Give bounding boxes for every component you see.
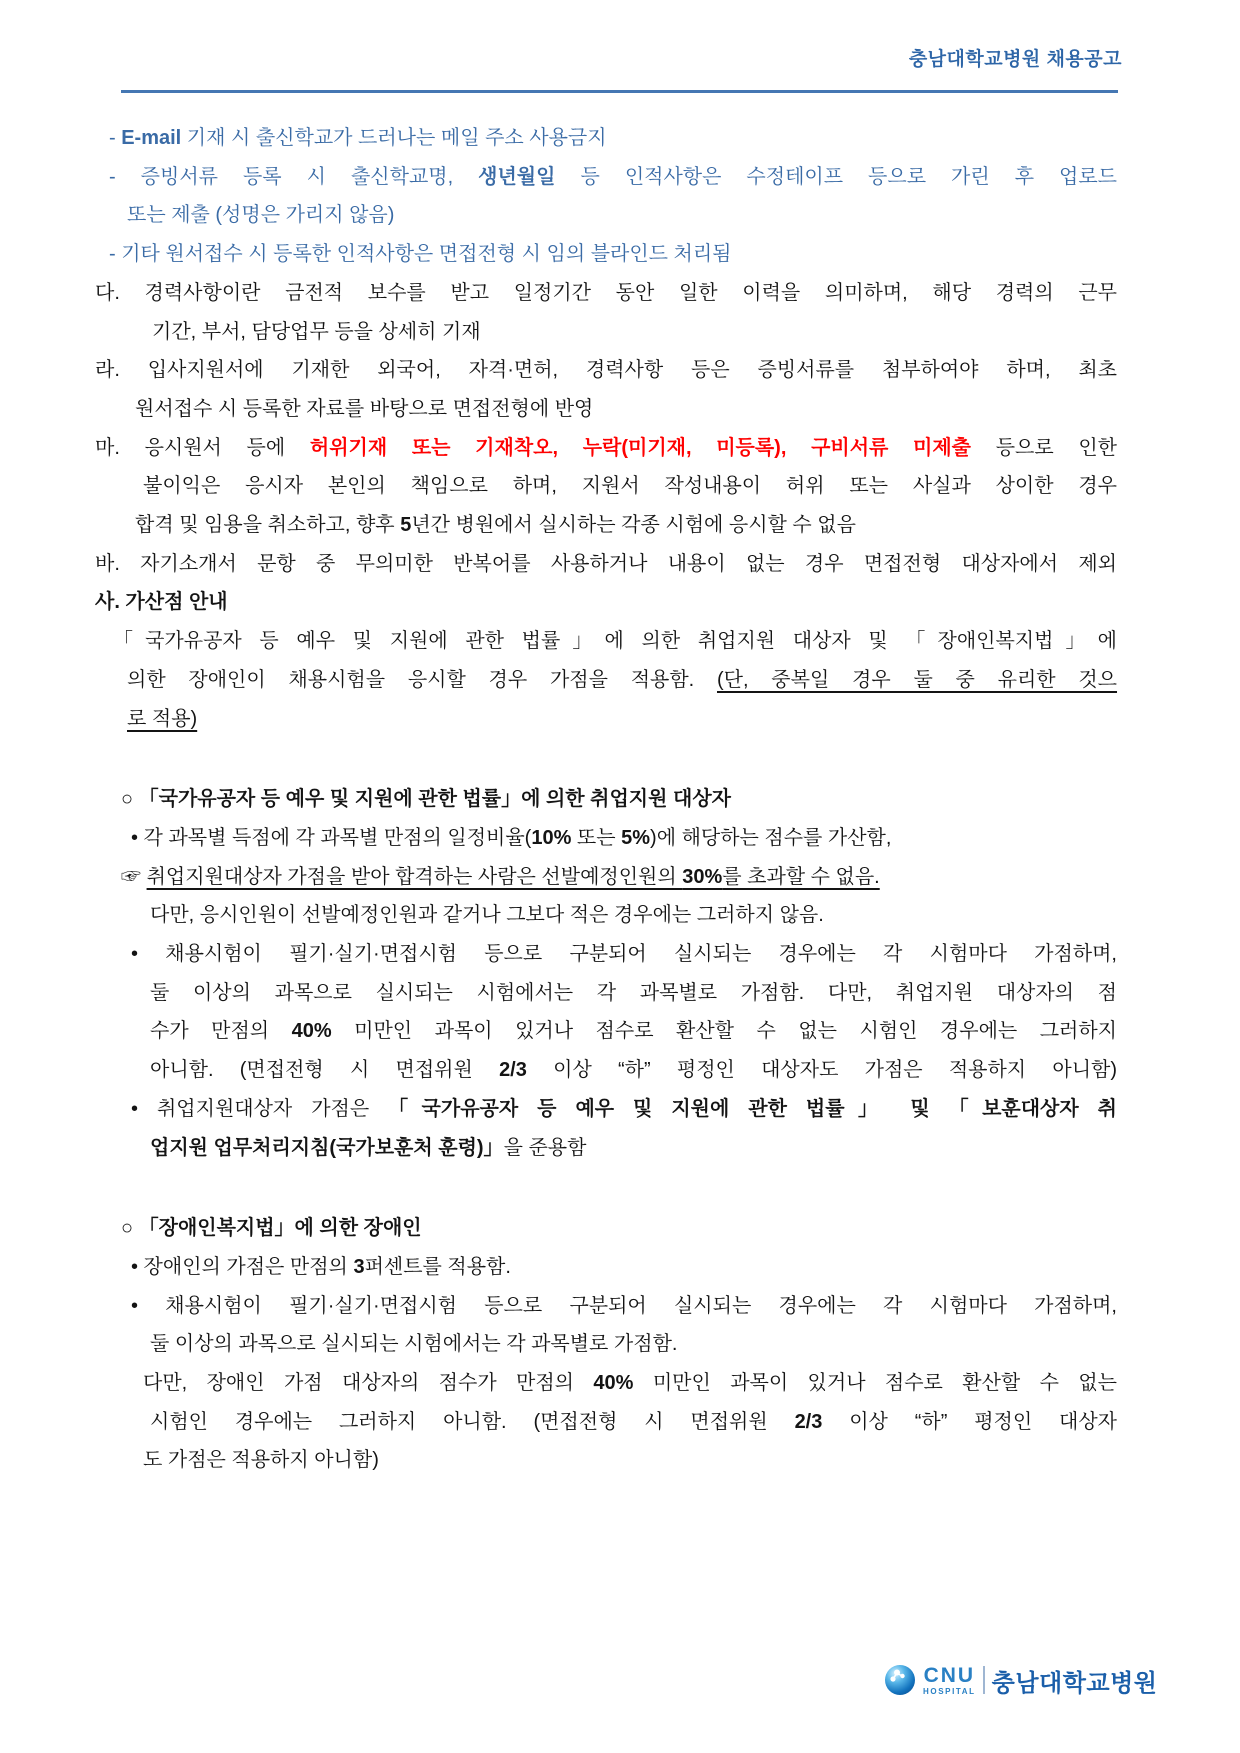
text-line [127,661,1117,700]
text-segment: 생년월일 [478,165,556,188]
text-line [109,119,607,158]
text-segment: 아니함. (면접전형 시 면접위원 [150,1059,500,1082]
text-segment: 로 적용) [127,707,198,730]
text-line [143,1441,379,1480]
text-segment: 퍼센트를 적용함. [364,1255,511,1278]
text-segment: 40% [593,1372,634,1394]
text-line [150,1325,677,1364]
text-segment: 미만인 과목이 있거나 점수로 환산할 수 없는 시험인 경우에는 그러하지 [331,1020,1117,1043]
text-segment: 취업지원대상자 가점을 받아 합격하는 사람은 선발예정인원의 [146,865,683,888]
text-segment: 이상 “하” 평정인 대상자도 가점은 적용하지 아니함) [526,1059,1117,1082]
text-segment: 수가 만점의 [150,1020,292,1043]
footer-logo [884,1662,1157,1698]
text-segment: 30% [682,865,723,888]
text-segment: E-mail [121,127,182,149]
text-segment: )에 해당하는 점수를 가산함, [650,826,892,849]
text-line [127,196,394,235]
text-segment: ○ 「장애인복지법」에 의한 장애인 [121,1217,422,1240]
text-line [150,896,824,935]
text-segment: 허위기재 또는 기재착오, 누락(미기재, 미등록), 구비서류 미제출 [309,436,972,459]
text-segment: 원서접수 시 등록한 자료를 바탕으로 면접전형에 반영 [135,397,594,420]
text-segment: ○ 「국가유공자 등 예우 및 지원에 관한 법률」에 의한 취업지원 대상자 [121,788,731,811]
text-line [131,1248,511,1287]
text-segment: 을 준용함 [503,1136,587,1159]
text-segment: 사. 가산점 안내 [95,591,228,614]
text-segment: • 각 과목별 득점에 각 과목별 만점의 일정비율( [131,826,532,849]
text-segment: 5% [621,826,651,849]
text-segment: 2/3 [794,1410,823,1433]
text-line [131,935,1117,974]
text-segment: 미만인 과목이 있거나 점수로 환산할 수 없는 [633,1372,1117,1394]
text-line [150,1012,1117,1051]
text-segment: 바. 자기소개서 문항 중 무의미한 반복어를 사용하거나 내용이 없는 경우 면접전형 대상자에서 제외 [95,552,1117,575]
text-segment: 다만, 응시인원이 선발예정인원과 같거나 그보다 적은 경우에는 그러하지 않음. [150,904,824,927]
text-line [95,351,1117,390]
text-line [150,1403,1117,1442]
logo-hospital-text: HOSPITAL [923,1686,976,1696]
text-line [131,819,891,858]
text-segment: • 채용시험이 필기·실기·면접시험 등으로 구분되어 실시되는 경우에는 각 시험마다 가점하며, [131,1294,1117,1317]
header-title: 충남대학교병원 채용공고 [908,49,1122,70]
logo-hospital-name: 충남대학교병원 [991,1669,1158,1697]
text-line [109,158,1117,197]
text-segment: 다만, 장애인 가점 대상자의 점수가 만점의 [143,1372,594,1394]
text-line [127,700,197,739]
text-segment: 합격 및 임용을 취소하고, 향후 [135,514,401,536]
text-segment: 의한 장애인이 채용시험을 응시할 경우 가점을 적용함. [127,668,717,691]
text-segment: 10% [531,826,572,849]
text-segment: 도 가점은 적용하지 아니함) [143,1449,379,1472]
text-segment: • 취업지원대상자 가점은 [131,1097,389,1120]
text-segment: 또는 제출 (성명은 가리지 않음) [127,204,395,227]
text-line [95,583,228,622]
text-segment: 등 인적사항은 수정테이프 등으로 가린 후 업로드 [555,165,1118,188]
text-line [131,1090,1117,1129]
text-segment: 2/3 [499,1059,527,1082]
text-segment: - [109,127,122,149]
logo-divider [983,1666,985,1694]
text-line [109,235,732,274]
logo-cnu-block [923,1665,976,1696]
text-segment: ☞ [121,865,147,888]
text-segment: 또는 [571,826,622,849]
text-segment: 이상 “하” 평정인 대상자 [822,1410,1117,1433]
text-segment: 3 [353,1255,365,1278]
text-segment: 시험인 경우에는 그러하지 아니함. (면접전형 시 면접위원 [150,1410,795,1433]
text-segment: • 장애인의 가점은 만점의 [131,1255,354,1278]
text-line [150,974,1117,1013]
text-segment: 업지원 업무처리지침(국가보훈처 훈령)」 [150,1136,504,1159]
text-segment: • 채용시험이 필기·실기·면접시험 등으로 구분되어 실시되는 경우에는 각 시험마다 가점하며, [131,943,1117,965]
text-segment: 등으로 인한 [971,436,1117,459]
text-line [150,1129,586,1168]
logo-cnu-text: CNU [923,1663,976,1687]
text-segment: 다. 경력사항이란 금전적 보수를 받고 일정기간 동안 일한 이력을 의미하며, 해당 경력의 근무 [95,281,1117,304]
text-segment: 둘 이상의 과목으로 실시되는 시험에서는 각 과목별로 가점함. 다만, 취업지원 대상자의 점 [150,981,1117,1004]
text-line [135,390,593,429]
text-segment: 불이익은 응시자 본인의 책임으로 하며, 지원서 작성내용이 허위 또는 사실과 상이한 경우 [143,475,1117,498]
text-line [95,274,1117,313]
text-segment: 를 초과할 수 없음. [722,865,880,888]
cnu-globe-icon [884,1664,916,1696]
text-line [95,429,1117,468]
text-segment: - 기타 원서접수 시 등록한 인적사항은 면접전형 시 임의 블라인드 처리됨 [109,243,732,266]
text-segment: 라. 입사지원서에 기재한 외국어, 자격·면허, 경력사항 등은 증빙서류를 첨부하여야 하며, 최초 [95,359,1117,382]
text-line [121,858,880,897]
text-segment: 기간, 부서, 담당업무 등을 상세히 기재 [152,320,481,343]
text-segment: 40% [291,1020,332,1043]
text-segment: (단, 중복일 경우 둘 중 유리한 것으 [717,668,1118,691]
text-line [95,545,1117,584]
text-line [121,1209,422,1248]
text-line [150,1051,1117,1090]
text-segment: 둘 이상의 과목으로 실시되는 시험에서는 각 과목별로 가점함. [150,1333,678,1356]
text-segment: 년간 병원에서 실시하는 각종 시험에 응시할 수 없음 [411,514,856,536]
text-segment: 마. 응시원서 등에 [95,436,310,459]
text-line [113,622,1117,661]
text-segment: 5 [400,514,412,536]
text-segment: 「국가유공자 등 예우 및 지원에 관한 법률」에 의한 취업지원 대상자 및 「장애인복지법」에 [113,630,1117,653]
text-line [143,467,1117,506]
text-line [131,1287,1117,1326]
text-segment: 「국가유공자 등 예우 및 지원에 관한 법률」 및 「보훈대상자 취 [388,1097,1117,1120]
text-line [143,1364,1117,1403]
text-line [135,506,856,545]
text-segment: - 증빙서류 등록 시 출신학교명, [109,165,479,188]
text-segment: 기재 시 출신학교가 드러나는 메일 주소 사용금지 [181,127,607,149]
text-line [121,780,731,819]
text-line [152,313,481,352]
